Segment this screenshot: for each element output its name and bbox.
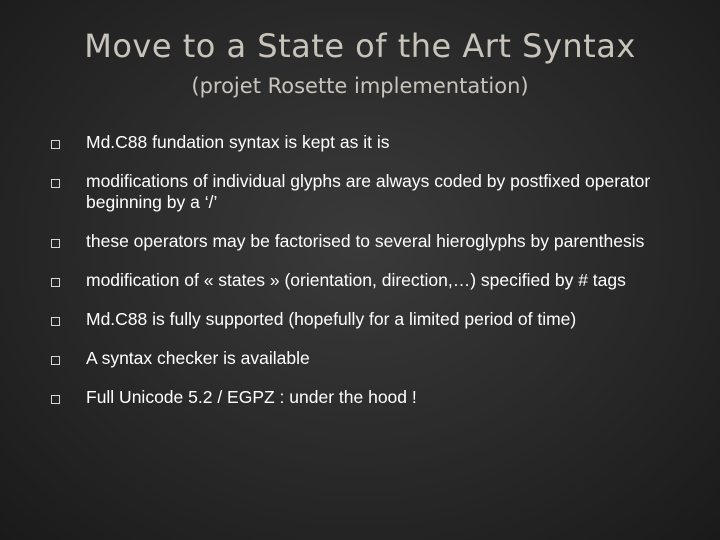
bullet-item [48, 270, 688, 291]
square-bullet-icon [51, 239, 60, 248]
square-bullet-icon [51, 140, 60, 149]
square-bullet-icon [51, 278, 60, 287]
bullet-item [48, 171, 688, 213]
square-bullet-icon [51, 356, 60, 365]
bullet-text: A syntax checker is available [86, 348, 310, 368]
bullet-text: these operators may be factorised to several hieroglyphs by parenthesis [86, 231, 645, 251]
bullet-text: Full Unicode 5.2 / EGPZ : under the hood ! [86, 387, 417, 407]
square-bullet-icon [51, 395, 60, 404]
slide-subtitle: (projet Rosette implementation) [191, 74, 529, 98]
bullet-text: Md.C88 fundation syntax is kept as it is [86, 132, 390, 152]
bullet-item [48, 309, 688, 330]
bullet-list [48, 132, 688, 426]
bullet-text: modifications of individual glyphs are always coded by postfixed operator beginning by a ‘/’ [86, 171, 651, 212]
bullet-item [48, 231, 688, 252]
bullet-item [48, 132, 688, 153]
bullet-text: Md.C88 is fully supported (hopefully for a limited period of time) [86, 309, 577, 329]
bullet-text: modification of « states » (orientation, direction,…) specified by # tags [86, 270, 626, 290]
bullet-item [48, 387, 688, 408]
slide-title: Move to a State of the Art Syntax [84, 27, 636, 65]
square-bullet-icon [51, 317, 60, 326]
square-bullet-icon [51, 179, 60, 188]
bullet-item [48, 348, 688, 369]
